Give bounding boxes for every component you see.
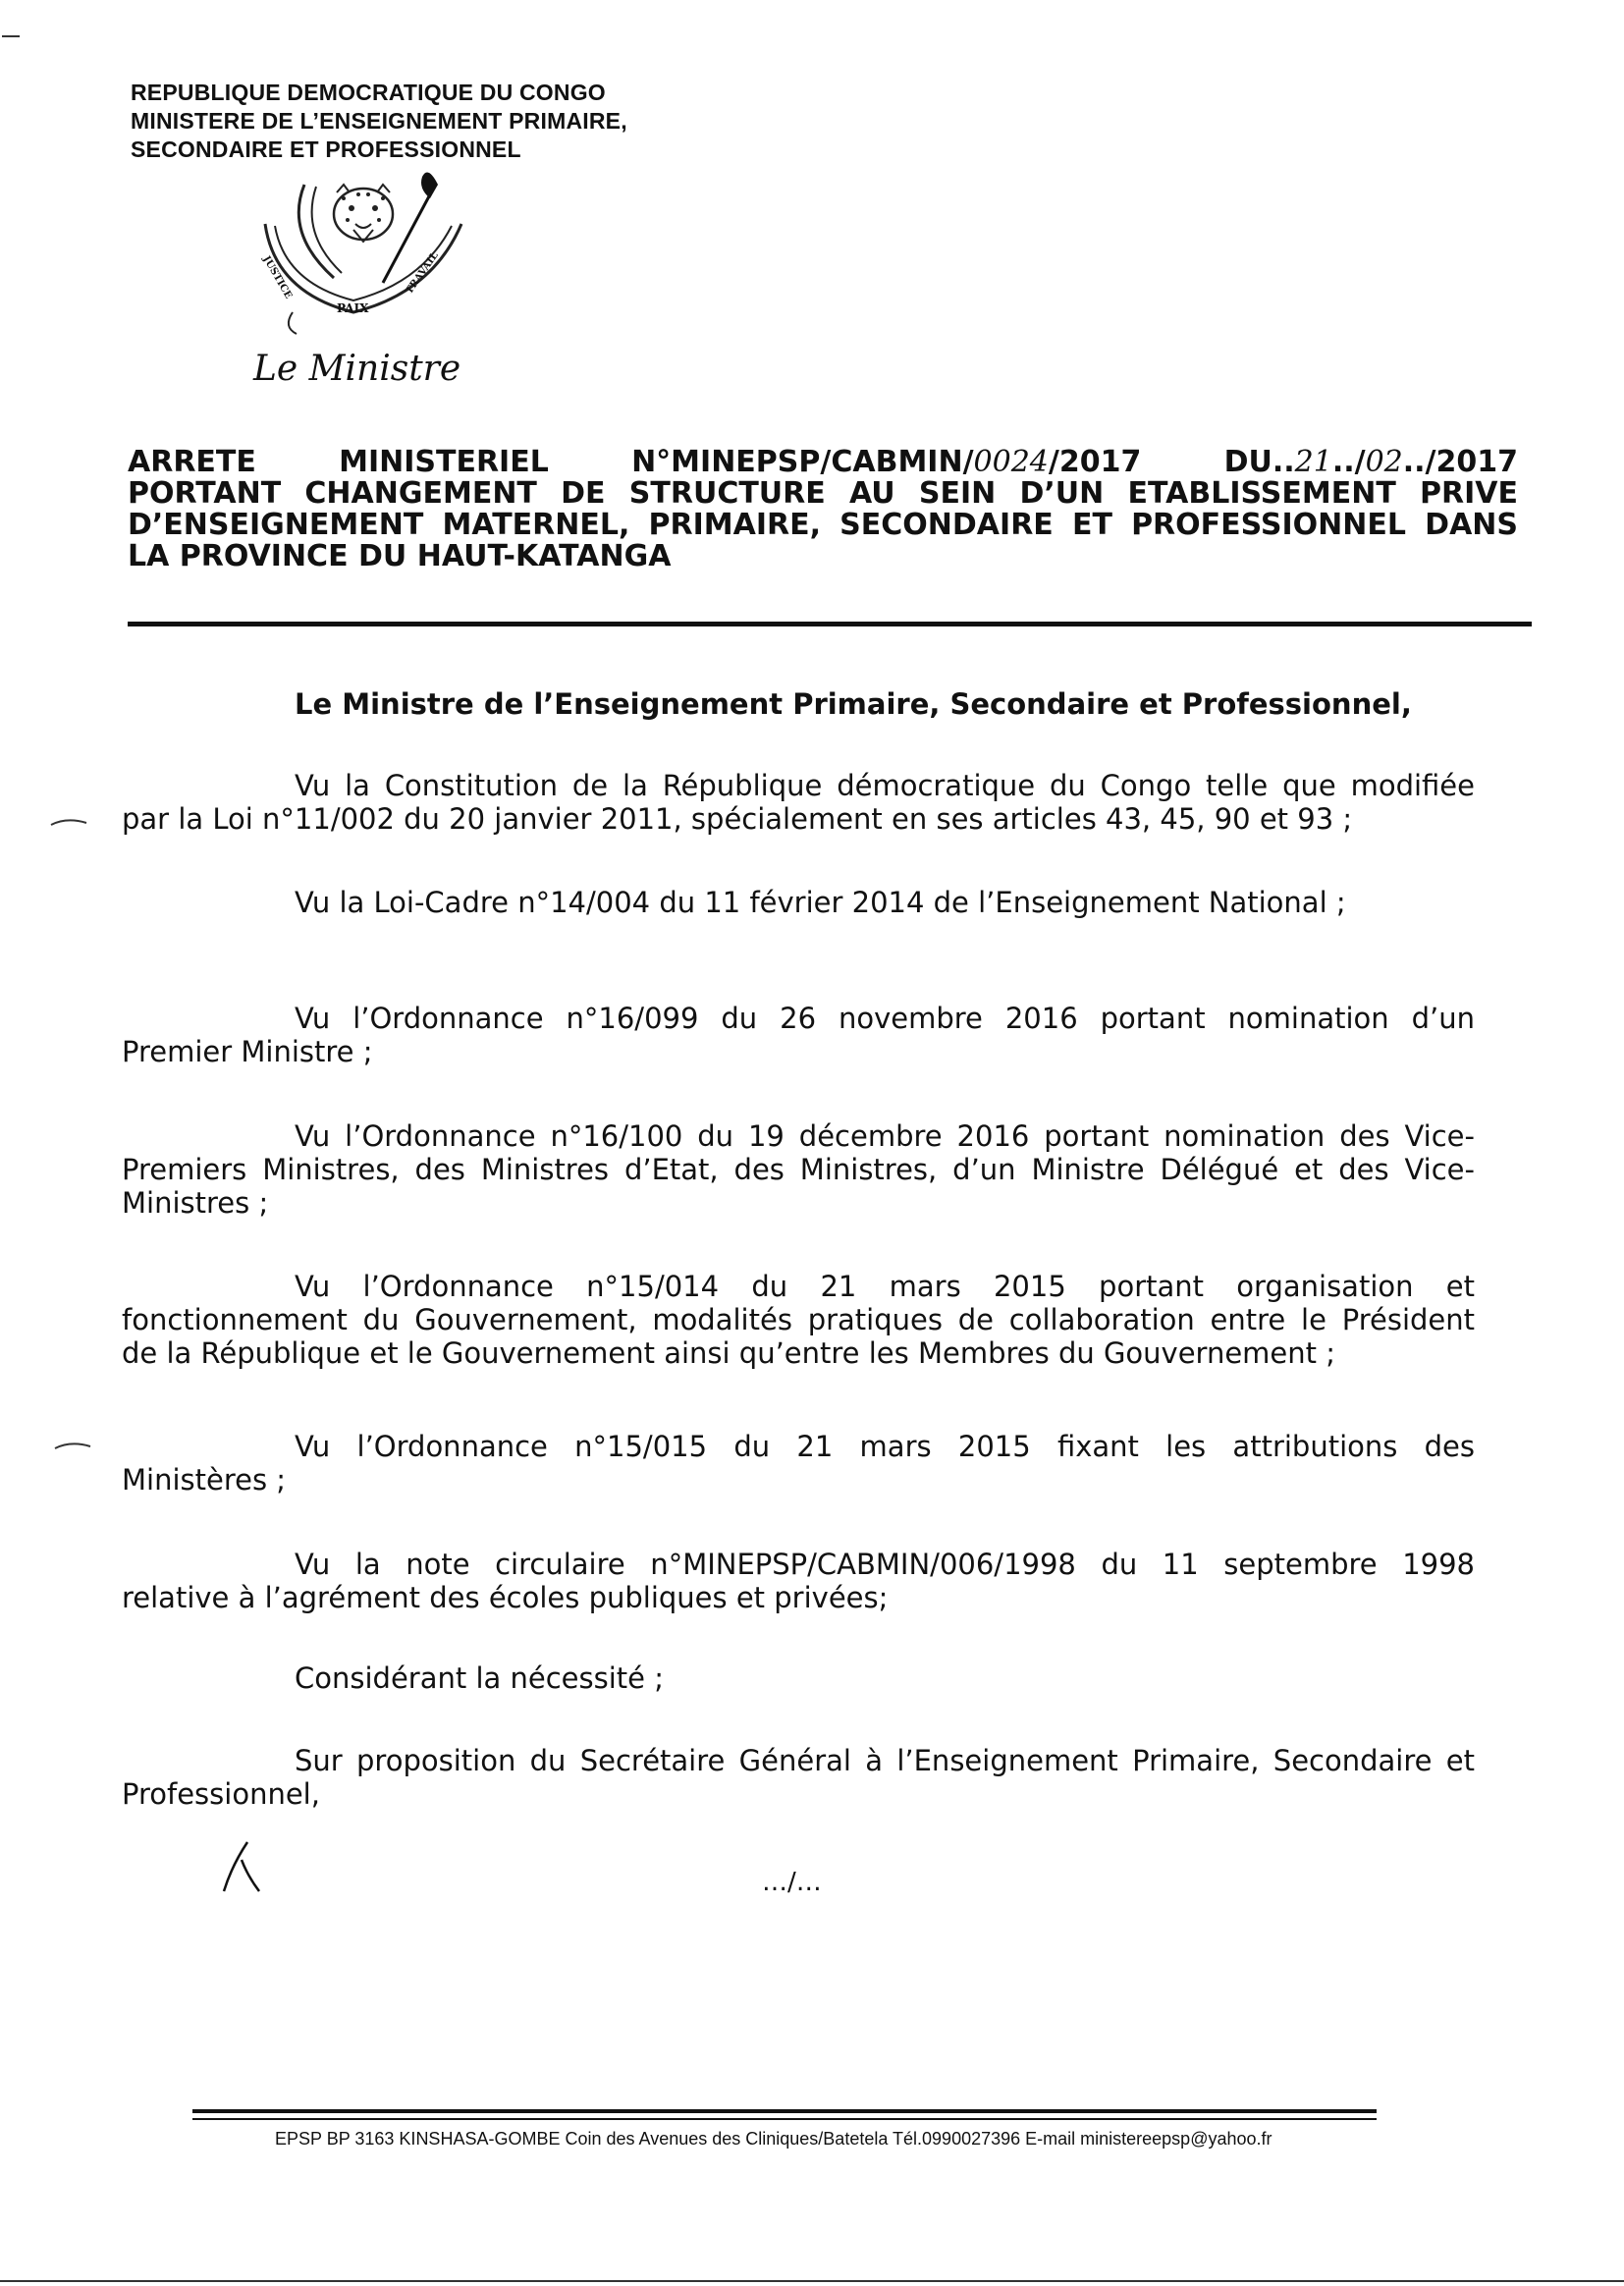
- minister-heading: Le Ministre de l’Enseignement Primaire, Secondaire et Professionnel,: [295, 687, 1412, 721]
- coat-of-arms-emblem: [245, 165, 491, 342]
- decree-date: DU..21../02../2017: [1223, 445, 1519, 479]
- handwritten-decree-number: 0024: [973, 445, 1049, 479]
- decree-title-line-3: D’ENSEIGNEMENT MATERNEL, PRIMAIRE, SECONDAIRE ET PROFESSIONNEL DANS: [128, 508, 1518, 542]
- footer-divider: [192, 2109, 1377, 2113]
- decree-title-line-4: LA PROVINCE DU HAUT-KATANGA: [128, 539, 672, 573]
- considerant-ordonnance-16-100: Vu l’Ordonnance n°16/100 du 19 décembre 2016 portant nomination des Vice- Premiers Ministres, des Ministres d’Etat, des Ministres, d’un Ministre Délégué et des Vice- Ministres ;: [122, 1119, 1475, 1220]
- footer-divider-thin: [192, 2118, 1377, 2120]
- tusk-icon: [298, 185, 342, 278]
- decree-reference: N°MINEPSP/CABMIN/0024/2017: [631, 445, 1142, 479]
- motto-bottom: PAIX: [337, 301, 369, 315]
- leopard-head-icon: [334, 185, 393, 242]
- motto-left: JUSTICE: [260, 254, 295, 301]
- continuation-marker: …/…: [762, 1868, 822, 1897]
- scan-mark: [2, 35, 20, 37]
- decree-type: MINISTERIEL: [339, 445, 549, 479]
- title-divider: [128, 622, 1532, 626]
- decree-title-line-2: PORTANT CHANGEMENT DE STRUCTURE AU SEIN D’UN ETABLISSEMENT PRIVE: [128, 476, 1518, 511]
- handwritten-month: 02: [1365, 445, 1403, 479]
- handwritten-day: 21: [1294, 445, 1332, 479]
- considerant-ordonnance-16-099: Vu l’Ordonnance n°16/099 du 26 novembre 2016 portant nomination d’un Premier Ministre ;: [122, 1002, 1475, 1068]
- sur-proposition: Sur proposition du Secrétaire Général à l’Enseignement Primaire, Secondaire et Professionnel,: [122, 1744, 1475, 1811]
- letterhead-line-1: REPUBLIQUE DEMOCRATIQUE DU CONGO: [131, 80, 606, 105]
- considerant-necessite: Considérant la nécessité ;: [295, 1661, 664, 1695]
- motto-right: TRAVAIL: [404, 250, 441, 297]
- letterhead-line-3: SECONDAIRE ET PROFESSIONNEL: [131, 136, 521, 162]
- considerant-note-circulaire: Vu la note circulaire n°MINEPSP/CABMIN/006/1998 du 11 septembre 1998 relative à l’agrément des écoles publiques et privées;: [122, 1548, 1475, 1614]
- considerant-loi-cadre: Vu la Loi-Cadre n°14/004 du 11 février 2014 de l’Enseignement National ;: [295, 886, 1346, 919]
- margin-tick-mark: [53, 1439, 92, 1452]
- signatory-title: Le Ministre: [253, 349, 461, 389]
- decree-title: [128, 447, 1518, 572]
- scan-bottom-edge: [0, 2280, 1624, 2282]
- handwritten-initial-mark: [218, 1836, 277, 1895]
- decree-title-line-1: [128, 447, 1518, 478]
- letterhead-line-2: MINISTERE DE L’ENSEIGNEMENT PRIMAIRE,: [131, 108, 627, 134]
- decree-label: ARRETE: [128, 445, 256, 479]
- considerant-constitution: Vu la Constitution de la République démocratique du Congo telle que modifiée par la Loi n°11/002 du 20 janvier 2011, spécialement en ses articles 43, 45, 90 et 93 ;: [122, 769, 1475, 836]
- considerant-ordonnance-15-014: Vu l’Ordonnance n°15/014 du 21 mars 2015 portant organisation et fonctionnement du Gouvernement, modalités pratiques de collaboration entre le Président de la République et le Gouvernement ainsi qu’entre les Membres du Gouvernement ;: [122, 1270, 1475, 1370]
- margin-tick-mark: [49, 815, 88, 829]
- considerant-ordonnance-15-015: Vu l’Ordonnance n°15/015 du 21 mars 2015 fixant les attributions des Ministères ;: [122, 1430, 1475, 1497]
- footer-address: EPSP BP 3163 KINSHASA-GOMBE Coin des Avenues des Cliniques/Batetela Tél.0990027396 E-mail ministereepsp@yahoo.fr: [275, 2129, 1272, 2149]
- letterhead: [131, 79, 627, 164]
